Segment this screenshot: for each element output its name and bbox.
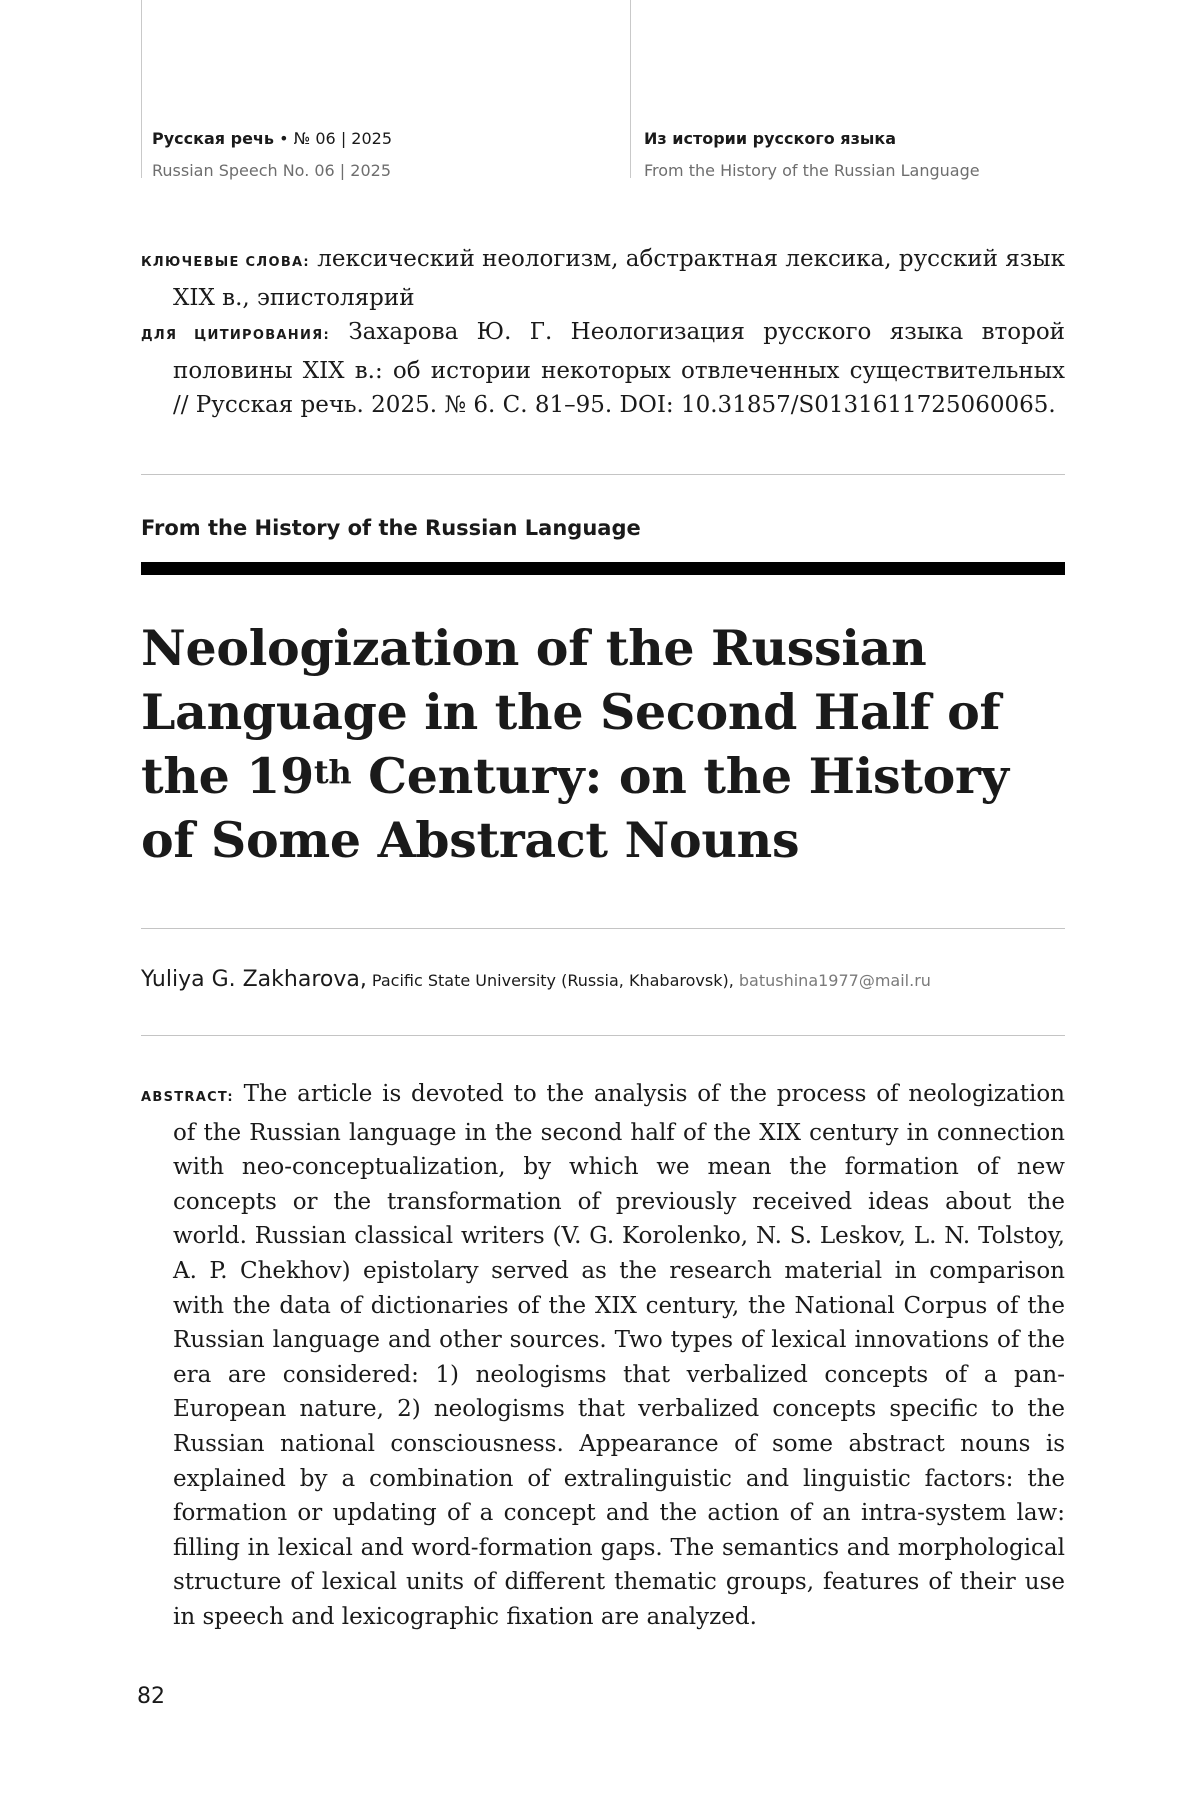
running-header-section (644, 123, 980, 187)
section-name-en: From the History of the Russian Language (644, 161, 980, 180)
section-name-ru: Из истории русского языка (644, 129, 896, 148)
section-thick-rule (141, 562, 1065, 575)
abstract (141, 1077, 1065, 1635)
page-number: 82 (137, 1684, 165, 1709)
russian-metadata (141, 242, 1065, 423)
section-label: From the History of the Russian Language (141, 516, 641, 540)
keywords-label: КЛЮЧЕВЫЕ СЛОВА: (141, 255, 310, 270)
divider-above-author (141, 928, 1065, 929)
section-name-ru-wrap (644, 123, 980, 155)
divider-below-author (141, 1035, 1065, 1036)
title-superscript: th (313, 753, 352, 791)
author-line (141, 967, 931, 992)
citation-text: Захарова Ю. Г. Неологизация русского языка второй половины XIX в.: об истории некоторых отвлеченных существительных // Русская речь. 2025. № 6. С. 81–95. DOI: 10.31857/S0131611725060065. (173, 319, 1065, 418)
keywords-text: лексический неологизм, абстрактная лексика, русский язык XIX в., эпистолярий (173, 246, 1065, 311)
citation-paragraph (141, 315, 1065, 423)
author-name: Yuliya G. Zakharova, (141, 967, 367, 992)
abstract-paragraph (141, 1077, 1065, 1635)
journal-issue-ru: • № 06 | 2025 (274, 129, 393, 148)
article-title (141, 616, 1065, 872)
title-part-1: Neologization of the Russian Language in the Second Half of the 19 (141, 619, 1001, 805)
author-affiliation: Pacific State University (Russia, Khabarovsk), (366, 971, 739, 990)
journal-title-ru (152, 123, 392, 155)
author-email[interactable]: batushina1977@mail.ru (738, 971, 931, 990)
header-left-rule (141, 0, 142, 178)
journal-title-en: Russian Speech No. 06 | 2025 (152, 161, 391, 180)
title-part-2: Century: on the History of Some Abstract Nouns (141, 747, 1009, 869)
abstract-label: ABSTRACT: (141, 1090, 234, 1105)
header-middle-rule (630, 0, 631, 178)
running-header-journal (152, 123, 392, 187)
abstract-text: The article is devoted to the analysis of the process of neologization of the Russian language in the second half of the XIX century in connection with neo-conceptualization, by which we mean the formation of new concepts or the transformation of previously received ideas about the world. Russian classical writers (V. G. Korolenko, N. S. Leskov, L. N. Tolstoy, A. P. Chekhov) epistolary served as the research material in comparison with the data of dictionaries of the XIX century, the National Corpus of the Russian language and other sources. Two types of lexical innovations of the era are considered: 1) neologisms that verbalized concepts of a pan-European nature, 2) neologisms that verbalized concepts specific to the Russian national consciousness. Appearance of some abstract nouns is explained by a combination of extralinguistic and linguistic factors: the formation or updating of a concept and the action of an intra-system law: filling in lexical and word-formation gaps. The semantics and morphological structure of lexical units of different thematic groups, features of their use in speech and lexicographic fixation are analyzed. (173, 1081, 1065, 1630)
journal-name-ru: Русская речь (152, 129, 275, 148)
citation-label: ДЛЯ ЦИТИРОВАНИЯ: (141, 328, 330, 343)
keywords-paragraph (141, 242, 1065, 315)
divider-top (141, 474, 1065, 475)
